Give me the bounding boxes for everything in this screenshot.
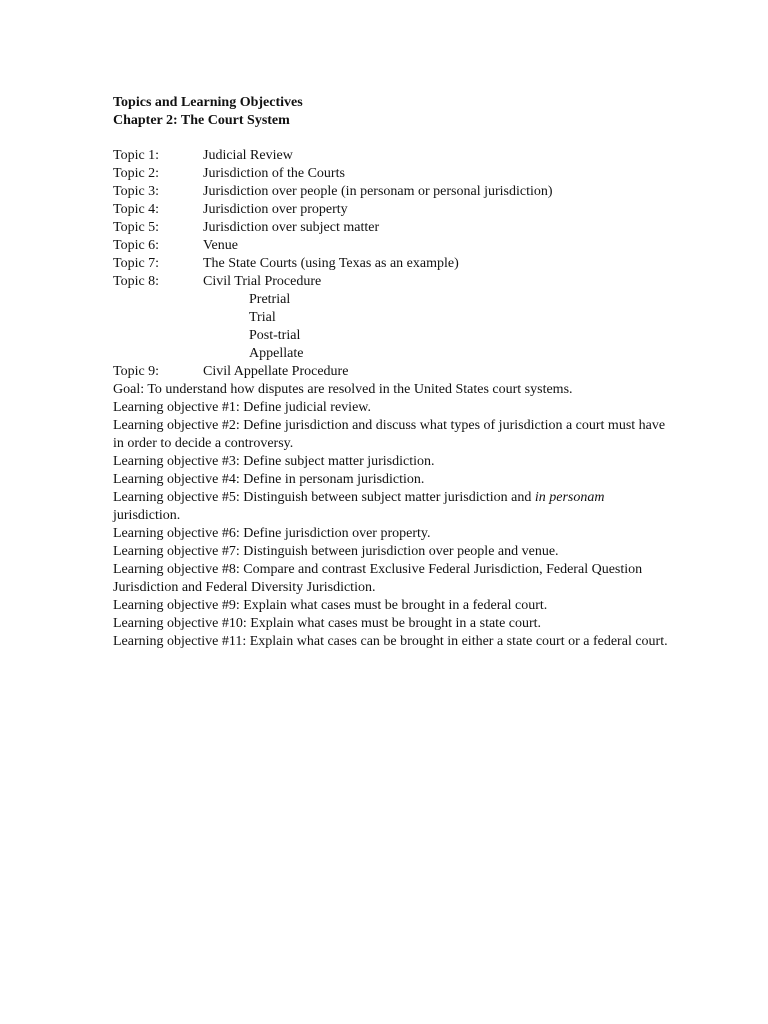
- topic-row: [113, 273, 673, 291]
- topic-title: Civil Trial Procedure: [203, 274, 322, 289]
- subtopic-item: Post-trial: [249, 328, 301, 343]
- topic-number: Topic 3:: [113, 184, 160, 199]
- topic-number: Topic 6:: [113, 238, 160, 253]
- topic-number: Topic 9:: [113, 364, 160, 379]
- document-content: [113, 94, 673, 651]
- learning-objective-6: Learning objective #6: Define jurisdiction over property.: [113, 526, 431, 541]
- topic-number: Topic 8:: [113, 274, 160, 289]
- learning-objective-11: Learning objective #11: Explain what cases can be brought in either a state court or a federal court.: [113, 634, 668, 649]
- topic-number: Topic 4:: [113, 202, 160, 217]
- learning-objective-7: Learning objective #7: Distinguish between jurisdiction over people and venue.: [113, 544, 559, 559]
- subtopic-item: Pretrial: [249, 292, 291, 307]
- learning-objective-2: Learning objective #2: Define jurisdiction and discuss what types of jurisdiction a court must have in order to decide a controversy.: [113, 418, 666, 451]
- learning-objective-3: Learning objective #3: Define subject matter jurisdiction.: [113, 454, 435, 469]
- topic-title: Jurisdiction of the Courts: [203, 166, 345, 181]
- topic-row: [113, 183, 673, 201]
- topic-row: [113, 147, 673, 165]
- goal-statement: Goal: To understand how disputes are resolved in the United States court systems.: [113, 382, 573, 397]
- topic-title: Jurisdiction over subject matter: [203, 220, 380, 235]
- topic-row: [113, 237, 673, 255]
- topic-title: The State Courts (using Texas as an example): [203, 256, 459, 271]
- learning-objective-8: Learning objective #8: Compare and contrast Exclusive Federal Jurisdiction, Federal Question Jurisdiction and Federal Diversity Jurisdiction.: [113, 562, 643, 595]
- objective-5-text-end: jurisdiction.: [113, 508, 181, 523]
- learning-objective-9: Learning objective #9: Explain what cases must be brought in a federal court.: [113, 598, 548, 613]
- topic-row: [113, 219, 673, 237]
- topic-list: [113, 147, 673, 381]
- topic-row: [113, 165, 673, 183]
- topic-title: Jurisdiction over property: [203, 202, 348, 217]
- subtopic-item: Appellate: [249, 346, 304, 361]
- document-title: Topics and Learning Objectives: [113, 95, 303, 110]
- learning-objective-1: Learning objective #1: Define judicial review.: [113, 400, 371, 415]
- topic-row: [113, 201, 673, 219]
- topic-row: [113, 255, 673, 273]
- topic-number: Topic 2:: [113, 166, 160, 181]
- learning-objective-4: Learning objective #4: Define in personam jurisdiction.: [113, 472, 425, 487]
- topic-number: Topic 7:: [113, 256, 160, 271]
- topic-row: [113, 363, 673, 381]
- topic-title: Civil Appellate Procedure: [203, 364, 349, 379]
- objective-5-text-start: Learning objective #5: Distinguish between subject matter jurisdiction and: [113, 490, 535, 505]
- topic-number: Topic 5:: [113, 220, 160, 235]
- learning-objective-10: Learning objective #10: Explain what cases must be brought in a state court.: [113, 616, 542, 631]
- topic-title: Venue: [203, 238, 238, 253]
- chapter-title: Chapter 2: The Court System: [113, 113, 290, 128]
- topic-title: Jurisdiction over people (in personam or personal jurisdiction): [203, 184, 553, 199]
- learning-objective-5: [113, 489, 673, 525]
- objective-5-italic-term: in personam: [534, 490, 605, 505]
- subtopic-item: Trial: [249, 310, 276, 325]
- topic-title: Judicial Review: [203, 148, 293, 163]
- topic-number: Topic 1:: [113, 148, 160, 163]
